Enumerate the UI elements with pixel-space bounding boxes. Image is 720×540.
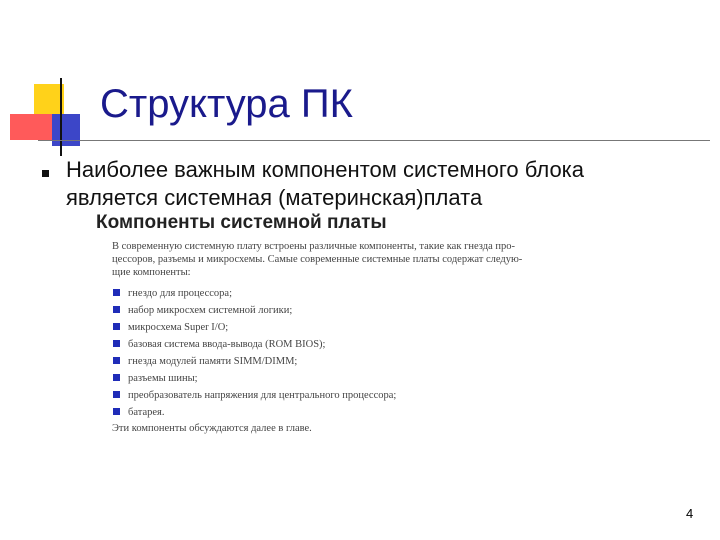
list-item: [112, 353, 560, 370]
list-bullet-icon: [113, 289, 120, 296]
list-item-text: батарея.: [128, 407, 165, 418]
bullet-square-icon: [42, 170, 49, 177]
intro-line: щие компоненты:: [112, 267, 191, 278]
list-bullet-icon: [113, 374, 120, 381]
main-bullet-text: [66, 156, 706, 212]
excerpt-intro: [112, 240, 560, 279]
list-item: [112, 285, 560, 302]
excerpt-closing: Эти компоненты обсуждаются далее в главе.: [112, 423, 312, 434]
decor-vertical-line: [60, 78, 62, 156]
list-item: [112, 319, 560, 336]
list-bullet-icon: [113, 408, 120, 415]
decor-blue-square: [52, 114, 80, 146]
list-bullet-icon: [113, 323, 120, 330]
list-item-text: преобразователь напряжения для центрального процессора;: [128, 390, 397, 401]
list-bullet-icon: [113, 391, 120, 398]
title-divider: [38, 140, 710, 141]
list-item-text: разъемы шины;: [128, 373, 198, 384]
intro-line: цессоров, разъемы и микросхемы. Самые современные системные платы содержат следую-: [112, 254, 523, 265]
list-item-text: гнезда модулей памяти SIMM/DIMM;: [128, 356, 298, 367]
slide-title: Структура ПК: [100, 82, 353, 126]
components-heading: Компоненты системной платы: [96, 212, 387, 233]
list-item-text: базовая система ввода-вывода (ROM BIOS);: [128, 339, 326, 350]
page-number: 4: [686, 506, 694, 521]
book-excerpt: [112, 240, 560, 435]
list-item: [112, 370, 560, 387]
list-bullet-icon: [113, 306, 120, 313]
component-list: [112, 285, 560, 421]
bullet-line: Наиболее важным компонентом системного блока: [66, 157, 585, 182]
list-item: [112, 404, 560, 421]
list-item: [112, 336, 560, 353]
list-item-text: гнездо для процессора;: [128, 288, 232, 299]
list-item-text: микросхема Super I/O;: [128, 322, 229, 333]
list-bullet-icon: [113, 340, 120, 347]
list-item: [112, 302, 560, 319]
decor-red-square: [10, 114, 54, 140]
list-item-text: набор микросхем системной логики;: [128, 305, 293, 316]
list-bullet-icon: [113, 357, 120, 364]
intro-line: В современную системную плату встроены различные компоненты, такие как гнезда про-: [112, 241, 515, 252]
bullet-line: является системная (материнская)плата: [66, 185, 483, 210]
list-item: [112, 387, 560, 404]
